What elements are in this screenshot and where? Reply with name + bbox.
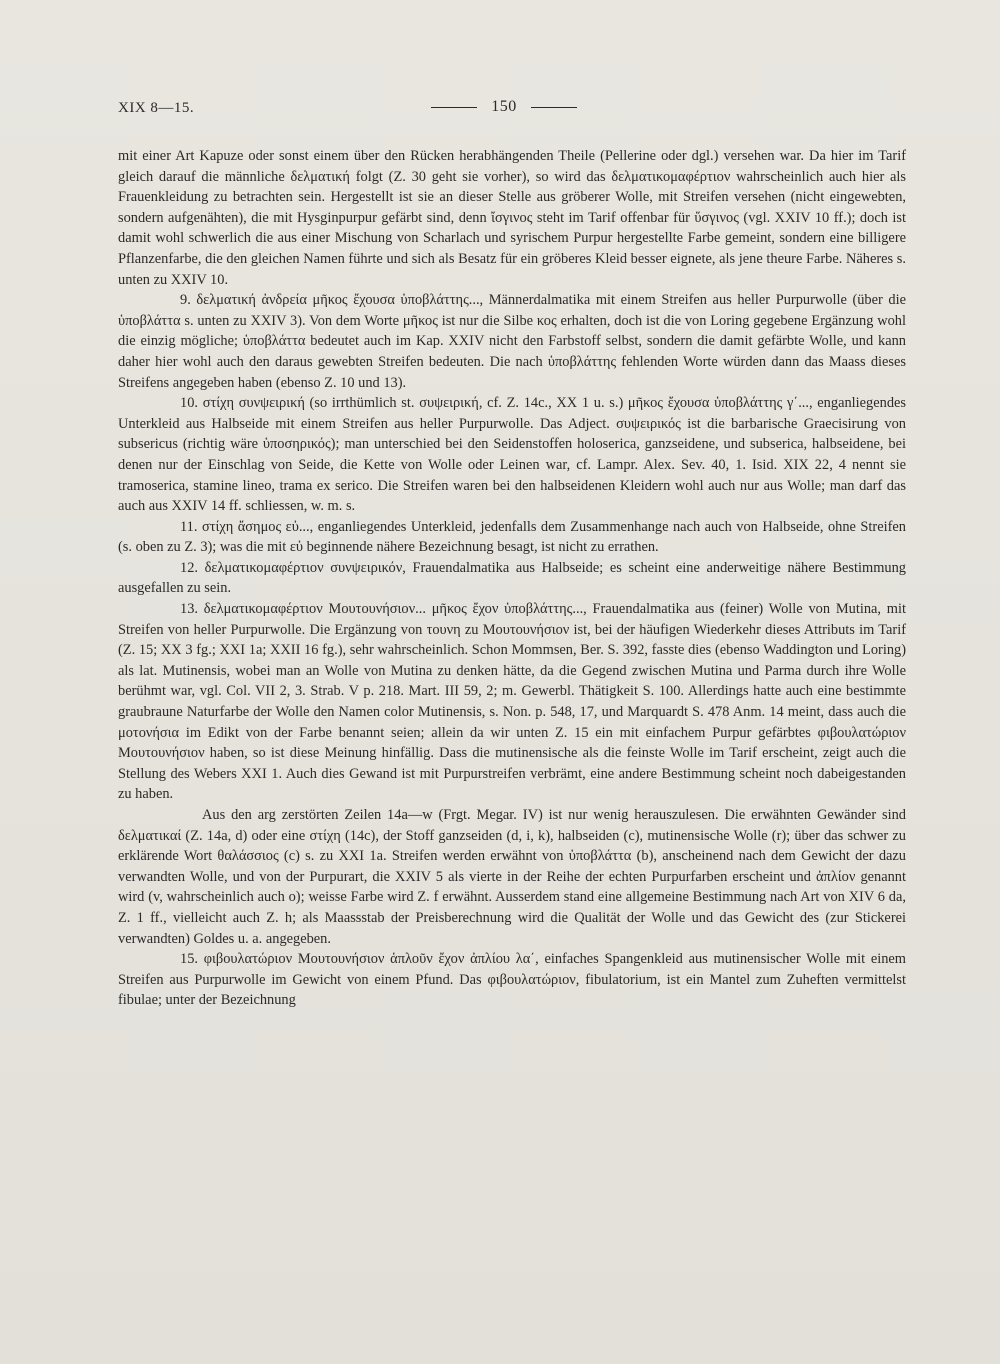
paragraph-line-10: 10. στίχη συνψειρική (so irrthümlich st. συψειρική, cf. Z. 14c., XX 1 u. s.) μῆκος ἔχουσα ὑποβλάττης γ΄..., enganliegendes Unterkleid aus Halbseide mit einem Streifen aus heller Purpurwolle. Das Adject. συψειρικός ist die barbarische Graecisirung von subsericus (richtig wäre ὑποσηρικός); man unterschied bei den Seidenstoffen holoserica, ganzseidene, und subserica, halbseidene, bei denen nur der Einschlag von Seide, die Kette von Wolle oder Leinen war, cf. Lampr. Alex. Sev. 40, 1. Isid. XIX 22, 4 nennt sie tramoserica, stamine lineo, trama ex serico. Die Streifen waren bei den halbseidenen Kleidern wohl auch nur aus Wolle; man darf das auch aus XXIV 14 ff. schliessen, w. m. s. <box>118 395 906 515</box>
paragraph-continuation: mit einer Art Kapuze oder sonst einem über den Rücken herabhängenden Theile (Pellerine oder dgl.) versehen war. Da hier im Tarif gleich darauf die männliche δελματική folgt (Z. 30 geht sie vorher), so wird das δελματικομαφέρτιον wahrscheinlich auch hier als Frauenkleidung zu betrachten sein. Hergestellt ist sie an dieser Stelle aus gröberer Wolle, mit Streifen versehen (nicht eingewebten, sondern aufgenähten), die mit Hysginpurpur gefärbt sind, denn ἴσγινος steht im Tarif offenbar für ὕσγινος (vgl. XXIV 10 ff.); doch ist damit wohl schwerlich die aus einer Mischung von Scharlach und syrischem Purpur hergestellte Farbe gemeint, sondern eine billigere Pflanzenfarbe, die den gleichen Namen führte und sich als Besatz für ein gröberes Kleid besser eignete, als jene theure Farbe. Näheres s. unten zu XXIV 10. <box>118 148 906 288</box>
paragraph-line-9: 9. δελματική ἀνδρεία μῆκος ἔχουσα ὑποβλάττης..., Männerdalmatika mit einem Streifen aus heller Purpurwolle (über die ὑποβλάττα s. unten zu XXIV 3). Von dem Worte μῆκος ist nur die Silbe κος erhalten, doch ist die von Loring gegebene Ergänzung wohl die einzig mögliche; ὑποβλάττα bedeutet auch im Kap. XXIV nicht den Farbstoff selbst, sondern die damit gefärbte Wolle, und kann daher hier wohl auch den daraus gewebten Streifen bedeuten. Die nach ὑποβλάττης fehlenden Worte würden dann das Maass dieses Streifens angegeben haben (ebenso Z. 10 und 13). <box>118 292 906 391</box>
running-head: XIX 8—15. <box>118 100 195 116</box>
paragraph-lines-14: Aus den arg zerstörten Zeilen 14a—w (Frgt. Megar. IV) ist nur wenig herauszulesen. Die erwähnten Gewänder sind δελματικαί (Z. 14a, d) oder eine στίχη (14c), der Stoff ganzseiden (d, i, k), halbseiden (c), mutinensische Wolle (r); über das schwer zu erklärende Wort θαλάσσιος (c) s. zu XXI 1a. Streifen werden erwähnt von ὑποβλάττα (b), anscheinend nach dem Gewicht der dazu verwandten Wolle, und von der Purpurart, die XXIV 5 als vierte in der Reihe der echten Purpurfarben erscheint und ἀπλίον genannt wird (v, wahrscheinlich auch o); weisse Farbe wird Z. f erwähnt. Ausserdem stand eine allgemeine Bestimmung nach Art von XIV 6 da, Z. 1 ff., vielleicht auch Z. h; als Maassstab der Preisberechnung wird die Qualität der Wolle und das Gewicht des (zur Stickerei verwandten) Goldes u. a. angegeben. <box>118 807 906 947</box>
paragraph-line-12: 12. δελματικομαφέρτιον συνψειρικόν, Frauendalmatika aus Halbseide; es scheint eine anderweitige nähere Bestimmung ausgefallen zu sein. <box>118 559 906 597</box>
paragraph-line-13: 13. δελματικομαφέρτιον Μουτουνήσιον... μῆκος ἔχον ὑποβλάττης..., Frauendalmatika aus (feiner) Wolle von Mutina, mit Streifen von heller Purpurwolle. Die Ergänzung von τουνη zu Μουτουνήσιον ist, bei der häufigen Wiederkehr dieses Attributs im Tarif (Z. 15; XX 3 fg.; XXI 1a; XXII 16 fg.), sehr wahrscheinlich. Schon Mommsen, Ber. S. 392, fasste dies (ebenso Waddington und Loring) als lat. Mutinensis, wobei man an Wolle von Mutina zu denken hätte, da die Gegend zwischen Mutina und Parma durch ihre Wolle berühmt war, vgl. Col. VII 2, 3. Strab. V p. 218. Mart. III 59, 2; m. Gewerbl. Thätigkeit S. 100. Allerdings hatte auch eine bestimmte graubraune Naturfarbe der Wolle den Namen color Mutinensis, s. Non. p. 548, 17, und Marquardt S. 478 Anm. 14 meint, dass auch die μοτονήσια im Edikt von der Farbe benannt seien; allein da wir unten Z. 15 ein mit einfachem Purpur gefärbtes φιβουλατώριον Μουτουνήσιον haben, so ist diese Meinung hinfällig. Dass die mutinensische als die feinste Wolle im Tarif erscheint, zeigt auch die Stellung des Webers XXI 1. Auch dies Gewand ist mit Purpurstreifen verbrämt, eine andere Bestimmung scheint noch dabeigestanden zu haben. <box>118 601 907 803</box>
page-header <box>118 98 890 122</box>
dash-right <box>531 107 577 108</box>
paragraph-line-11: 11. στίχη ἄσημος εὐ..., enganliegendes Unterkleid, jedenfalls dem Zusammenhange nach auch von Halbseide, ohne Streifen (s. oben zu Z. 3); was die mit εὐ beginnende nähere Bezeichnung besagt, ist nicht zu errathen. <box>118 518 906 556</box>
page-body <box>118 146 906 1011</box>
dash-left <box>431 107 477 108</box>
page-number: 150 <box>491 98 517 115</box>
paragraph-line-15: 15. φιβουλατώριον Μουτουνήσιον ἁπλοῦν ἔχον ἀπλίου λα΄, einfaches Spangenkleid aus mutinensischer Wolle mit einem Streifen aus Purpurwolle im Gewicht von einem Pfund. Das φιβουλατώριον, fibulatorium, ist ein Mantel zum Zuheften vermittelst fibulae; unter der Bezeichnung <box>118 951 906 1009</box>
page-number-line <box>118 98 890 116</box>
